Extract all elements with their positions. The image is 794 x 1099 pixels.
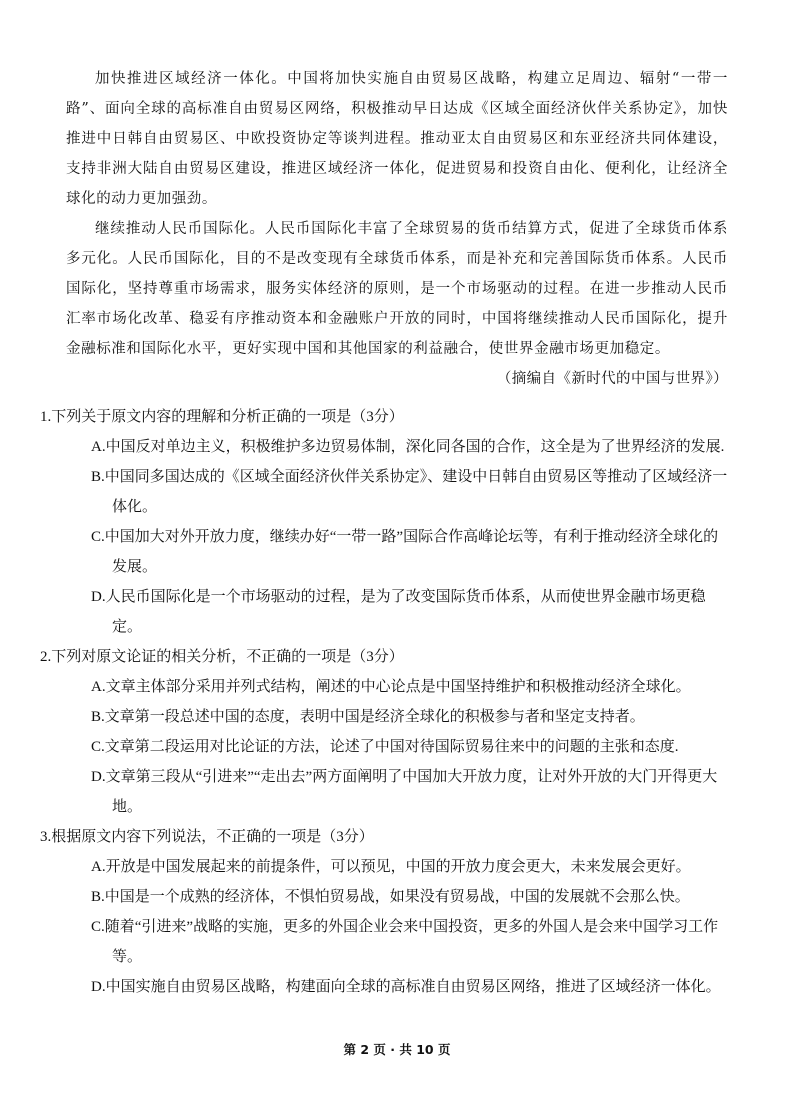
question-option: B.中国同多国达成的《区域全面经济伙伴关系协定》、建设中日韩自由贸易区等推动了区域经济一体化。 xyxy=(91,469,728,515)
question-stem: 2.下列对原文论证的相关分析，不正确的一项是（3分） xyxy=(40,649,404,665)
passage-source: （摘编自《新时代的中国与世界》） xyxy=(496,371,728,387)
page-footer: 第 2 页 · 共 10 页 xyxy=(343,1042,451,1057)
reading-passage xyxy=(66,64,728,394)
question-option: C.随着“引进来”战略的实施，更多的外国企业会来中国投资，更多的外国人是会来中国学习工作等。 xyxy=(91,919,719,965)
question-2 xyxy=(40,642,730,822)
question-1 xyxy=(40,402,730,642)
question-3 xyxy=(40,822,730,1002)
question-option: B.中国是一个成熟的经济体，不惧怕贸易战，如果没有贸易战，中国的发展就不会那么快。 xyxy=(91,889,690,905)
question-option: A.开放是中国发展起来的前提条件，可以预见，中国的开放力度会更大，未来发展会更好。 xyxy=(91,859,691,875)
question-option: B.文章第一段总述中国的态度，表明中国是经济全球化的积极参与者和坚定支持者。 xyxy=(91,709,645,725)
question-option: D.人民币国际化是一个市场驱动的过程，是为了改变国际货币体系，从而使世界金融市场更稳定。 xyxy=(91,589,706,635)
question-option: D.文章第三段从“引进来”“走出去”两方面阐明了中国加大开放力度，让对外开放的大门开得更大地。 xyxy=(91,769,718,815)
question-option: C.中国加大对外开放力度，继续办好“一带一路”国际合作高峰论坛等，有利于推动经济全球化的发展。 xyxy=(91,529,719,575)
question-stem: 1.下列关于原文内容的理解和分析正确的一项是（3分） xyxy=(40,409,404,425)
passage-paragraph-2: 继续推动人民币国际化。人民币国际化丰富了全球贸易的货币结算方式，促进了全球货币体系多元化。人民币国际化，目的不是改变现有全球货币体系，而是补充和完善国际货币体系。人民币国际化，坚持尊重市场需求，服务实体经济的原则，是一个市场驱动的过程。在进一步推动人民币汇率市场化改革、稳妥有序推动资本和金融账户开放的同时，中国将继续推动人民币国际化，提升金融标准和国际化水平，更好实现中国和其他国家的利益融合，使世界金融市场更加稳定。 xyxy=(66,221,728,357)
question-option: A.文章主体部分采用并列式结构，阐述的中心论点是中国坚持维护和积极推动经济全球化。 xyxy=(91,679,691,695)
question-option: C.文章第二段运用对比论证的方法，论述了中国对待国际贸易往来中的问题的主张和态度. xyxy=(91,739,679,755)
question-option: A.中国反对单边主义，积极维护多边贸易体制，深化同各国的合作，这全是为了世界经济的发展. xyxy=(91,439,725,455)
question-option: D.中国实施自由贸易区战略，构建面向全球的高标准自由贸易区网络，推进了区域经济一体化。 xyxy=(91,979,721,995)
question-stem: 3.根据原文内容下列说法，不正确的一项是（3分） xyxy=(40,829,374,845)
question-list xyxy=(40,402,730,1002)
passage-paragraph-1: 加快推进区域经济一体化。中国将加快实施自由贸易区战略，构建立足周边、辐射“一带一路”、面向全球的高标准自由贸易区网络，积极推动早日达成《区域全面经济伙伴关系协定》，加快推进中日韩自由贸易区、中欧投资协定等谈判进程。推动亚太自由贸易区和东亚经济共同体建设，支持非洲大陆自由贸易区建设，推进区域经济一体化，促进贸易和投资自由化、便利化，让经济全球化的动力更加强劲。 xyxy=(66,71,728,207)
